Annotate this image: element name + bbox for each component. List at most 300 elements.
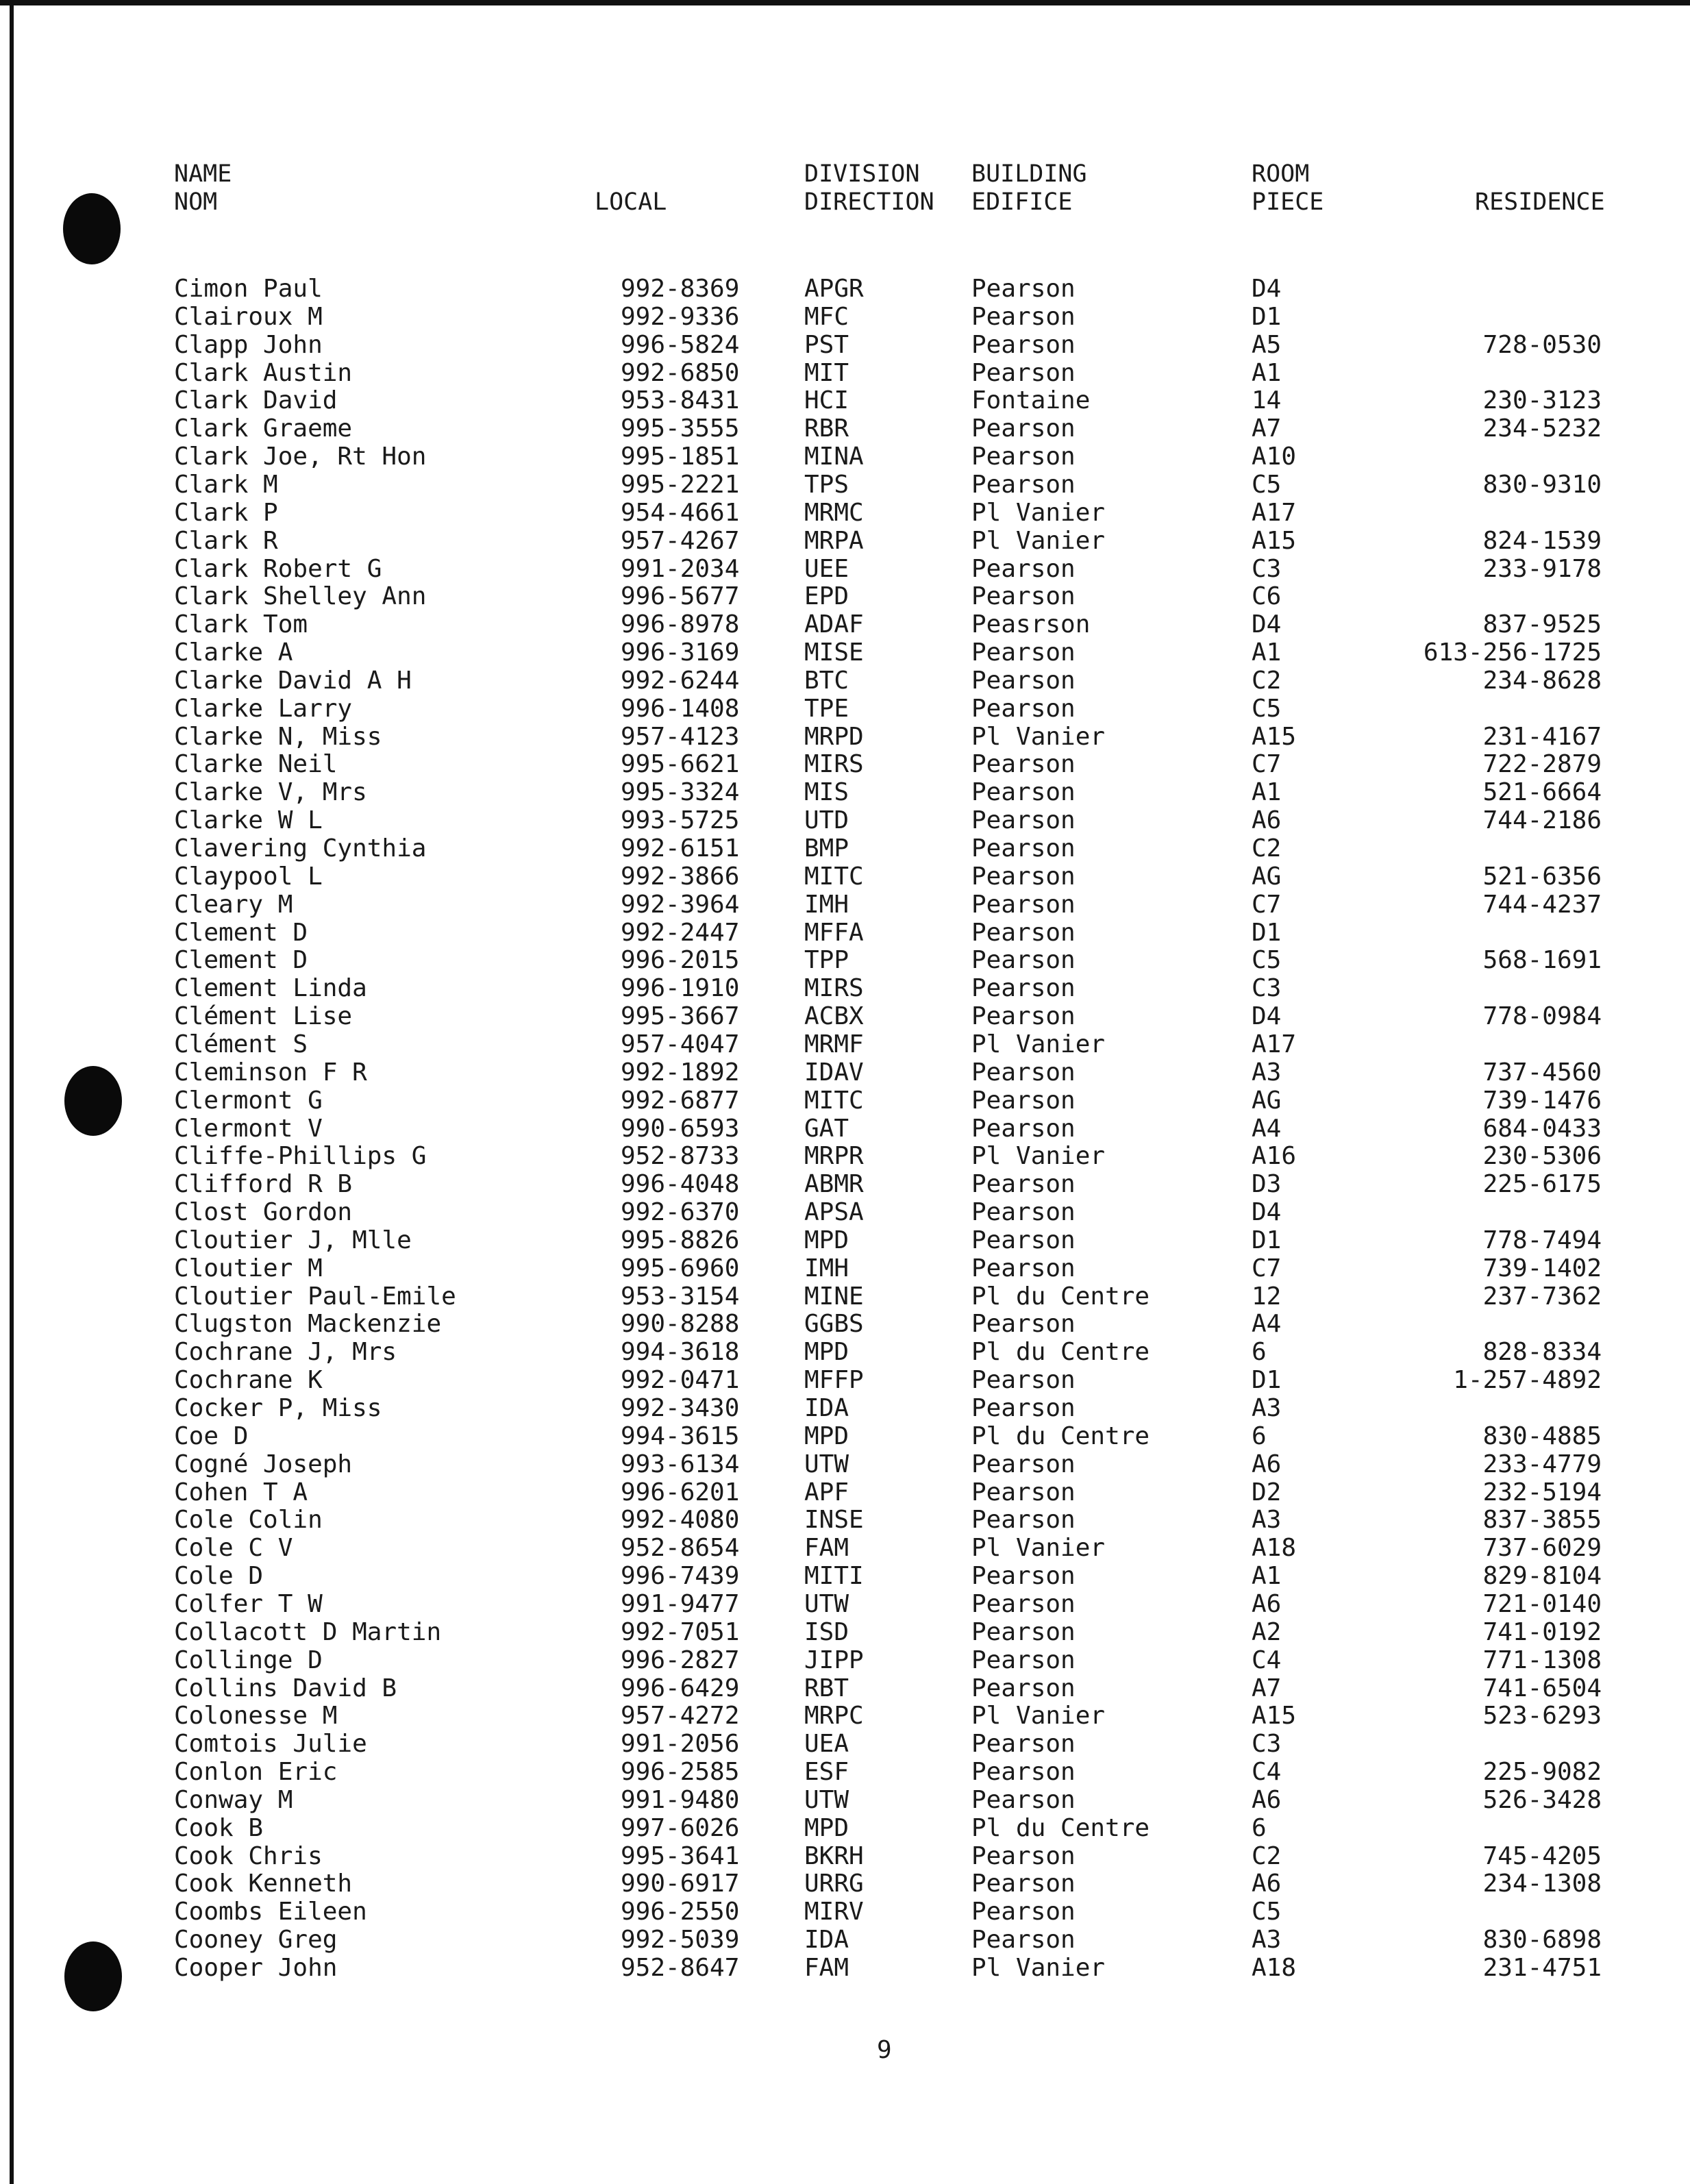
directory-row: [0, 1758, 1690, 1786]
cell-building: Pearson: [971, 946, 1076, 975]
directory-row: [0, 386, 1690, 414]
cell-building: Pearson: [971, 1170, 1076, 1199]
cell-division: MPD: [804, 1813, 849, 1842]
directory-row: [0, 723, 1690, 751]
cell-local: 995-3324: [621, 778, 740, 807]
cell-name: Cole D: [174, 1562, 264, 1591]
cell-division: IDAV: [804, 1058, 864, 1087]
cell-building: Pearson: [971, 1898, 1076, 1926]
cell-local: 995-1851: [621, 443, 740, 471]
cell-room: D3: [1252, 1170, 1282, 1199]
cell-building: Pearson: [971, 1674, 1076, 1702]
cell-residence: 232-5194: [1482, 1478, 1602, 1506]
cell-building: Pearson: [971, 1394, 1076, 1422]
directory-row: [0, 1646, 1690, 1674]
cell-name: Cleminson F R: [174, 1058, 367, 1087]
cell-local: 996-8978: [621, 610, 740, 639]
cell-name: Clarke V, Mrs: [174, 778, 367, 807]
cell-room: A3: [1252, 1394, 1282, 1422]
cell-residence: 1-257-4892: [1453, 1366, 1602, 1395]
cell-division: ISD: [804, 1617, 849, 1646]
cell-division: MPD: [804, 1226, 849, 1254]
cell-local: 992-6370: [621, 1198, 740, 1227]
cell-building: Pearson: [971, 1226, 1076, 1254]
cell-division: APGR: [804, 275, 864, 303]
cell-building: Pearson: [971, 694, 1076, 723]
directory-row: [0, 1002, 1690, 1030]
cell-local: 992-3430: [621, 1394, 740, 1422]
directory-row: [0, 1366, 1690, 1394]
cell-division: MINE: [804, 1282, 864, 1311]
header-local: LOCAL: [595, 188, 667, 216]
directory-row: [0, 1226, 1690, 1254]
cell-building: Pl Vanier: [971, 1030, 1106, 1058]
cell-local: 992-2447: [621, 918, 740, 947]
cell-name: Clark M: [174, 470, 278, 499]
cell-residence: 231-4751: [1482, 1954, 1602, 1982]
cell-local: 995-8826: [621, 1226, 740, 1254]
cell-local: 996-2827: [621, 1646, 740, 1674]
cell-room: D4: [1252, 1002, 1282, 1031]
cell-room: A3: [1252, 1058, 1282, 1087]
cell-building: Pl du Centre: [971, 1282, 1150, 1311]
directory-row: [0, 1338, 1690, 1366]
cell-division: MIS: [804, 778, 849, 807]
cell-room: A18: [1252, 1534, 1297, 1563]
cell-room: D4: [1252, 1198, 1282, 1227]
cell-building: Pearson: [971, 1114, 1076, 1143]
cell-building: Pearson: [971, 1617, 1076, 1646]
cell-building: Pearson: [971, 1926, 1076, 1955]
header-name: NAME NOM: [174, 160, 232, 216]
cell-name: Coombs Eileen: [174, 1898, 367, 1926]
cell-division: MRPC: [804, 1702, 864, 1730]
cell-local: 992-6151: [621, 834, 740, 863]
cell-name: Colfer T W: [174, 1589, 323, 1618]
cell-name: Clark P: [174, 498, 278, 527]
cell-name: Collins David B: [174, 1674, 397, 1702]
cell-residence: 728-0530: [1482, 330, 1602, 359]
cell-building: Pearson: [971, 302, 1076, 331]
cell-residence: 830-9310: [1482, 470, 1602, 499]
cell-local: 995-3641: [621, 1841, 740, 1870]
directory-row: [0, 1198, 1690, 1226]
cell-division: TPS: [804, 470, 849, 499]
cell-division: BTC: [804, 666, 849, 695]
cell-building: Pearson: [971, 750, 1076, 779]
cell-local: 957-4267: [621, 526, 740, 555]
cell-division: MIRV: [804, 1898, 864, 1926]
cell-residence: 234-8628: [1482, 666, 1602, 695]
directory-row: [0, 1142, 1690, 1170]
cell-name: Cohen T A: [174, 1478, 308, 1506]
directory-row: [0, 1030, 1690, 1058]
directory-row: [0, 1115, 1690, 1143]
directory-row: [0, 1394, 1690, 1422]
directory-row: [0, 1842, 1690, 1870]
cell-name: Clark Tom: [174, 610, 308, 639]
cell-room: A7: [1252, 1674, 1282, 1702]
cell-room: D1: [1252, 1226, 1282, 1254]
cell-residence: 739-1402: [1482, 1254, 1602, 1282]
cell-residence: 737-4560: [1482, 1058, 1602, 1087]
cell-division: UTW: [804, 1589, 849, 1618]
cell-name: Cochrane J, Mrs: [174, 1338, 397, 1367]
cell-local: 992-8369: [621, 275, 740, 303]
cell-name: Clarke Neil: [174, 750, 338, 779]
cell-residence: 237-7362: [1482, 1282, 1602, 1311]
cell-name: Clarke A: [174, 638, 293, 667]
cell-building: Pearson: [971, 638, 1076, 667]
cell-name: Clark Shelley Ann: [174, 582, 427, 611]
cell-name: Clarke Larry: [174, 694, 353, 723]
cell-name: Clément S: [174, 1030, 308, 1058]
cell-local: 954-4661: [621, 498, 740, 527]
directory-row: [0, 443, 1690, 471]
cell-residence: 837-3855: [1482, 1506, 1602, 1535]
cell-local: 957-4123: [621, 722, 740, 751]
cell-name: Clairoux M: [174, 302, 323, 331]
directory-row: [0, 610, 1690, 638]
directory-row: [0, 1170, 1690, 1198]
cell-division: MRPR: [804, 1142, 864, 1171]
cell-room: A1: [1252, 1562, 1282, 1591]
cell-building: Pearson: [971, 443, 1076, 471]
cell-local: 995-2221: [621, 470, 740, 499]
cell-room: C5: [1252, 694, 1282, 723]
directory-row: [0, 1786, 1690, 1814]
page-number: 9: [877, 2036, 892, 2064]
cell-local: 957-4047: [621, 1030, 740, 1058]
cell-local: 953-3154: [621, 1282, 740, 1311]
cell-local: 990-6917: [621, 1870, 740, 1898]
cell-residence: 722-2879: [1482, 750, 1602, 779]
directory-row: [0, 499, 1690, 527]
cell-room: AG: [1252, 862, 1282, 891]
cell-room: D1: [1252, 1366, 1282, 1395]
cell-building: Pearson: [971, 1506, 1076, 1535]
cell-division: MFFA: [804, 918, 864, 947]
cell-division: MRPD: [804, 722, 864, 751]
cell-residence: 741-6504: [1482, 1674, 1602, 1702]
cell-division: HCI: [804, 386, 849, 415]
cell-building: Pl du Centre: [971, 1338, 1150, 1367]
cell-local: 996-3169: [621, 638, 740, 667]
directory-row: [0, 974, 1690, 1002]
cell-building: Pearson: [971, 834, 1076, 863]
directory-row: [0, 1310, 1690, 1338]
cell-division: IDA: [804, 1394, 849, 1422]
cell-name: Cook B: [174, 1813, 264, 1842]
cell-local: 996-7439: [621, 1562, 740, 1591]
cell-local: 995-3555: [621, 414, 740, 443]
cell-building: Pearson: [971, 582, 1076, 611]
cell-local: 991-9477: [621, 1589, 740, 1618]
cell-building: Pearson: [971, 275, 1076, 303]
cell-room: A3: [1252, 1926, 1282, 1955]
directory-row: [0, 806, 1690, 834]
cell-residence: 568-1691: [1482, 946, 1602, 975]
cell-local: 991-2034: [621, 554, 740, 583]
cell-room: A16: [1252, 1142, 1297, 1171]
punch-hole-top: [63, 193, 121, 264]
cell-name: Clarke N, Miss: [174, 722, 382, 751]
cell-division: EPD: [804, 582, 849, 611]
directory-row: [0, 834, 1690, 863]
cell-room: A6: [1252, 1870, 1282, 1898]
cell-name: Cook Kenneth: [174, 1870, 353, 1898]
cell-residence: 745-4205: [1482, 1841, 1602, 1870]
directory-row: [0, 1478, 1690, 1506]
cell-name: Conway M: [174, 1785, 293, 1814]
cell-building: Pearson: [971, 470, 1076, 499]
cell-room: D4: [1252, 275, 1282, 303]
cell-division: URRG: [804, 1870, 864, 1898]
cell-building: Pl Vanier: [971, 1142, 1106, 1171]
cell-building: Pearson: [971, 1646, 1076, 1674]
cell-local: 996-6201: [621, 1478, 740, 1506]
cell-room: D1: [1252, 302, 1282, 331]
cell-room: C3: [1252, 1730, 1282, 1759]
cell-residence: 744-4237: [1482, 890, 1602, 919]
directory-row: [0, 1674, 1690, 1702]
cell-division: MIRS: [804, 974, 864, 1003]
cell-name: Clarke W L: [174, 806, 323, 835]
cell-division: MISE: [804, 638, 864, 667]
cell-room: A15: [1252, 722, 1297, 751]
cell-name: Claypool L: [174, 862, 323, 891]
header-division: DIVISION DIRECTION: [804, 160, 934, 216]
cell-name: Clément Lise: [174, 1002, 353, 1031]
cell-local: 957-4272: [621, 1702, 740, 1730]
cell-room: A2: [1252, 1617, 1282, 1646]
cell-residence: 837-9525: [1482, 610, 1602, 639]
cell-name: Clement Linda: [174, 974, 367, 1003]
cell-name: Clark Graeme: [174, 414, 353, 443]
cell-room: A10: [1252, 443, 1297, 471]
cell-residence: 771-1308: [1482, 1646, 1602, 1674]
cell-local: 991-2056: [621, 1730, 740, 1759]
cell-division: MITI: [804, 1562, 864, 1591]
cell-room: A5: [1252, 330, 1282, 359]
cell-building: Pearson: [971, 1562, 1076, 1591]
cell-room: D4: [1252, 610, 1282, 639]
directory-row: [0, 1450, 1690, 1478]
cell-residence: 231-4167: [1482, 722, 1602, 751]
cell-room: C6: [1252, 582, 1282, 611]
cell-room: C3: [1252, 974, 1282, 1003]
cell-division: INSE: [804, 1506, 864, 1535]
cell-division: GGBS: [804, 1310, 864, 1339]
cell-building: Pearson: [971, 1589, 1076, 1618]
cell-building: Pearson: [971, 1450, 1076, 1478]
directory-row: [0, 1926, 1690, 1954]
directory-row: [0, 527, 1690, 555]
cell-room: A1: [1252, 358, 1282, 387]
cell-division: MIT: [804, 358, 849, 387]
cell-local: 995-3667: [621, 1002, 740, 1031]
cell-name: Cook Chris: [174, 1841, 323, 1870]
cell-building: Pl du Centre: [971, 1813, 1150, 1842]
cell-division: MRPA: [804, 526, 864, 555]
cell-name: Clavering Cynthia: [174, 834, 427, 863]
directory-row: [0, 891, 1690, 919]
directory-row: [0, 555, 1690, 583]
cell-residence: 830-4885: [1482, 1422, 1602, 1450]
cell-name: Cocker P, Miss: [174, 1394, 382, 1422]
cell-name: Clermont G: [174, 1086, 323, 1115]
cell-residence: 225-6175: [1482, 1170, 1602, 1199]
cell-residence: 778-0984: [1482, 1002, 1602, 1031]
cell-division: IMH: [804, 890, 849, 919]
directory-row: [0, 1898, 1690, 1926]
cell-name: Clugston Mackenzie: [174, 1310, 442, 1339]
cell-residence: 741-0192: [1482, 1617, 1602, 1646]
directory-row: [0, 275, 1690, 303]
cell-local: 992-3866: [621, 862, 740, 891]
cell-name: Cole C V: [174, 1534, 293, 1563]
cell-room: AG: [1252, 1086, 1282, 1115]
cell-residence: 829-8104: [1482, 1562, 1602, 1591]
cell-name: Cloutier J, Mlle: [174, 1226, 412, 1254]
cell-room: D2: [1252, 1478, 1282, 1506]
cell-name: Colonesse M: [174, 1702, 338, 1730]
cell-building: Pearson: [971, 414, 1076, 443]
cell-building: Pearson: [971, 806, 1076, 835]
cell-residence: 830-6898: [1482, 1926, 1602, 1955]
directory-row: [0, 1702, 1690, 1730]
cell-name: Cimon Paul: [174, 275, 323, 303]
cell-name: Cooper John: [174, 1954, 338, 1982]
cell-residence: 225-9082: [1482, 1758, 1602, 1787]
cell-division: ABMR: [804, 1170, 864, 1199]
directory-row: [0, 1282, 1690, 1311]
directory-row: [0, 1506, 1690, 1534]
cell-local: 997-6026: [621, 1813, 740, 1842]
cell-residence: 521-6356: [1482, 862, 1602, 891]
cell-division: MRMF: [804, 1030, 864, 1058]
cell-residence: 234-1308: [1482, 1870, 1602, 1898]
cell-building: Pearson: [971, 778, 1076, 807]
cell-name: Clark David: [174, 386, 338, 415]
cell-building: Pearson: [971, 974, 1076, 1003]
cell-room: A1: [1252, 778, 1282, 807]
directory-row: [0, 1254, 1690, 1282]
cell-building: Pearson: [971, 554, 1076, 583]
cell-building: Pearson: [971, 862, 1076, 891]
cell-building: Pearson: [971, 1086, 1076, 1115]
cell-division: ESF: [804, 1758, 849, 1787]
cell-local: 992-6877: [621, 1086, 740, 1115]
cell-building: Pl Vanier: [971, 1954, 1106, 1982]
cell-room: C5: [1252, 470, 1282, 499]
cell-name: Cochrane K: [174, 1366, 323, 1395]
directory-row: [0, 1730, 1690, 1758]
cell-local: 996-1910: [621, 974, 740, 1003]
cell-name: Clark Joe, Rt Hon: [174, 443, 427, 471]
directory-row: [0, 1058, 1690, 1087]
cell-name: Clost Gordon: [174, 1198, 353, 1227]
cell-building: Pl du Centre: [971, 1422, 1150, 1450]
cell-name: Clifford R B: [174, 1170, 353, 1199]
cell-division: TPP: [804, 946, 849, 975]
cell-room: A7: [1252, 414, 1282, 443]
cell-division: FAM: [804, 1534, 849, 1563]
cell-division: MFFP: [804, 1366, 864, 1395]
cell-local: 990-6593: [621, 1114, 740, 1143]
cell-division: RBT: [804, 1674, 849, 1702]
cell-local: 992-6244: [621, 666, 740, 695]
cell-room: A1: [1252, 638, 1282, 667]
cell-local: 952-8647: [621, 1954, 740, 1982]
cell-room: C4: [1252, 1646, 1282, 1674]
cell-local: 992-7051: [621, 1617, 740, 1646]
cell-room: A6: [1252, 1589, 1282, 1618]
cell-local: 994-3615: [621, 1422, 740, 1450]
cell-name: Clapp John: [174, 330, 323, 359]
cell-building: Pearson: [971, 1366, 1076, 1395]
cell-local: 996-5677: [621, 582, 740, 611]
directory-row: [0, 946, 1690, 974]
cell-local: 995-6621: [621, 750, 740, 779]
cell-building: Pearson: [971, 1841, 1076, 1870]
cell-residence: 230-5306: [1482, 1142, 1602, 1171]
cell-name: Cooney Greg: [174, 1926, 338, 1955]
cell-room: 12: [1252, 1282, 1282, 1311]
cell-division: GAT: [804, 1114, 849, 1143]
cell-building: Fontaine: [971, 386, 1091, 415]
cell-division: MIRS: [804, 750, 864, 779]
cell-local: 996-4048: [621, 1170, 740, 1199]
directory-row: [0, 414, 1690, 443]
cell-local: 992-6850: [621, 358, 740, 387]
directory-row: [0, 1562, 1690, 1590]
cell-room: A15: [1252, 526, 1297, 555]
cell-local: 996-5824: [621, 330, 740, 359]
cell-room: A18: [1252, 1954, 1297, 1982]
cell-building: Pearson: [971, 1758, 1076, 1787]
cell-division: IMH: [804, 1254, 849, 1282]
cell-local: 995-6960: [621, 1254, 740, 1282]
cell-division: UTW: [804, 1450, 849, 1478]
cell-local: 991-9480: [621, 1785, 740, 1814]
cell-division: MRMC: [804, 498, 864, 527]
cell-room: C7: [1252, 890, 1282, 919]
cell-building: Pearson: [971, 1002, 1076, 1031]
header-room: ROOM PIECE: [1252, 160, 1324, 216]
cell-division: BMP: [804, 834, 849, 863]
cell-building: Peasrson: [971, 610, 1091, 639]
cell-residence: 526-3428: [1482, 1785, 1602, 1814]
cell-room: C2: [1252, 1841, 1282, 1870]
cell-local: 953-8431: [621, 386, 740, 415]
cell-division: APF: [804, 1478, 849, 1506]
cell-building: Pearson: [971, 1310, 1076, 1339]
cell-building: Pearson: [971, 1198, 1076, 1227]
cell-name: Cloutier Paul-Emile: [174, 1282, 456, 1311]
cell-room: 6: [1252, 1422, 1267, 1450]
cell-name: Conlon Eric: [174, 1758, 338, 1787]
cell-local: 952-8654: [621, 1534, 740, 1563]
directory-row: [0, 1422, 1690, 1450]
directory-row: [0, 778, 1690, 806]
cell-local: 993-6134: [621, 1450, 740, 1478]
cell-division: MITC: [804, 862, 864, 891]
cell-building: Pearson: [971, 330, 1076, 359]
cell-building: Pearson: [971, 890, 1076, 919]
cell-local: 996-2550: [621, 1898, 740, 1926]
cell-building: Pearson: [971, 1254, 1076, 1282]
